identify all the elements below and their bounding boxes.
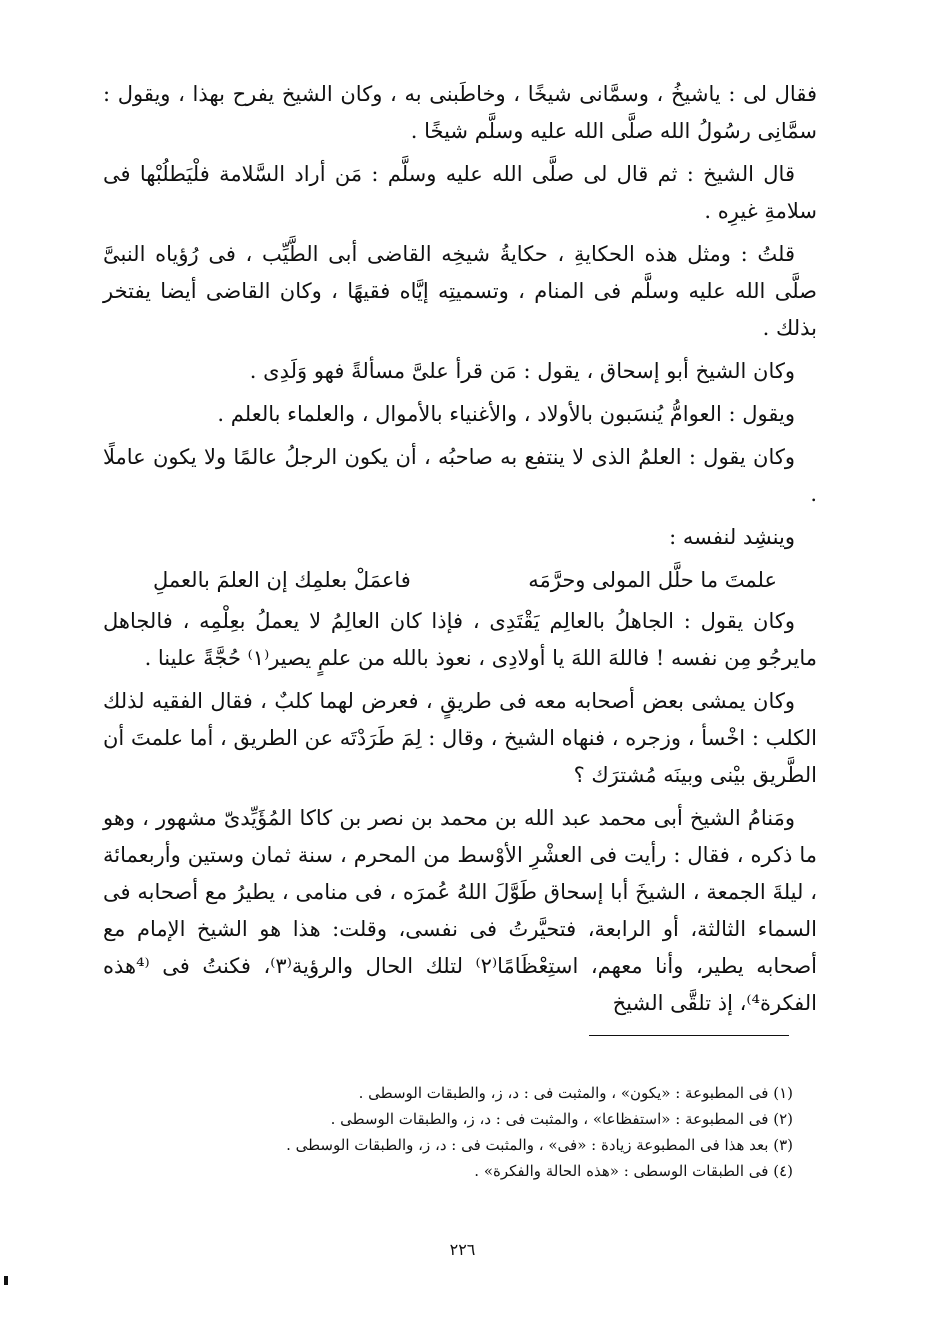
paragraph-5: ويقول : العوامُّ يُنسَبون بالأولاد ، والأغنياء بالأموال ، والعلماء بالعلم .: [217, 402, 795, 426]
paragraph-4: وكان الشيخ أبو إسحاق ، يقول : مَن قرأ علىَّ مسألةً فهو وَلَدِى .: [249, 359, 795, 383]
paragraph-1: فقال لى : ياشيخُ ، وسمَّانى شيخًا ، وخاطَبنى به ، وكان الشيخ يفرح بهذا ، ويقول : سمَّانِى رسُولُ الله صلَّى الله عليه وسلَّم شيخًا .: [103, 82, 817, 143]
paragraph-10: ومَنامُ الشيخ أبى محمد عبد الله بن محمد بن نصر بن كاكا المُؤَيِّدىّ مشهور ، وهو ما ذكره ، فقال : رأيت فى العشْرِ الأوْسط من المحرم ، سنة ثمان وستين وأربعمائة ، ليلةَ الجمعة ، الشيخَ أبا إسحاق طَوَّلَ اللهُ عُمرَه ، فى منامى ، يطيرُ مع أصحابه فى السماء الثالثة، أو الرابعة، فتحيَّرتُ فى نفسى، وقلت: هذا هو الشيخ الإمام مع أصحابه يطير، وأنا معهم، استِعْظَامًا⁽٢⁾ لتلك الحال والرؤية⁽٣⁾، فكنتُ فى ⁽⁴هذه الفكرة⁴⁾، إذ تلقَّى الشيخ: [103, 806, 817, 1015]
footnote-1: (١) فى المطبوعة : «يكون» ، والمثبت فى : د، ز، والطبقات الوسطى .: [358, 1084, 793, 1102]
page-number: ٢٢٦: [449, 1240, 476, 1259]
footnote-2: (٢) فى المطبوعة : «استفظاعا» ، والمثبت فى : د، ز، والطبقات الوسطى .: [330, 1110, 793, 1128]
paragraph-2: قال الشيخ : ثم قال لى صلَّى الله عليه وسلَّم : مَن أراد السَّلامة فلْيَطلُبْها فى سلامةِ غيرِه .: [103, 162, 817, 223]
paragraph-8: وكان يقول : الجاهلُ بالعالِم يَقْتَدِى ، فإذا كان العالِمُ لا يعملُ بعِلْمِه ، فالجاهل مايرجُو مِن نفسه ! فاللهَ اللهَ يا أولادِى ، نعوذ بالله من علمٍ يصير⁽١⁾ حُجَّةً علينا .: [103, 609, 817, 670]
body-text: [103, 76, 817, 1028]
scan-mark: [4, 1276, 8, 1285]
footnotes: [153, 1080, 793, 1184]
paragraph-7: وينشِد لنفسه :: [669, 525, 795, 549]
footnote-3: (٣) بعد هذا فى المطبوعة زيادة : «فى» ، والمثبت فى : د، ز، والطبقات الوسطى .: [286, 1136, 793, 1154]
footnote-divider: [589, 1035, 789, 1036]
footnote-4: (٤) فى الطبقات الوسطى : «هذه الحالة والفكرة» .: [474, 1162, 793, 1180]
paragraph-3: قلتُ : ومثل هذه الحكايةِ ، حكايةُ شيخِه القاضى أبى الطَّيِّب ، فى رُؤياه النبىَّ صلَّى الله عليه وسلَّم فى المنام ، وتسميتِه إيَّاه فقيهًا ، وكان القاضى أيضا يفتخر بذلك .: [103, 242, 817, 340]
paragraph-6: وكان يقول : العلمُ الذى لا ينتفع به صاحبُه ، أن يكون الرجلُ عالمًا ولا يكون عاملًا .: [103, 445, 817, 506]
poetry-verse: [103, 562, 817, 599]
verse-second-hemistich: فاعمَلْ بعلمِك إن العلمَ بالعملِ: [153, 568, 411, 592]
verse-first-hemistich: علمتَ ما حلَّل المولى وحرَّمَه: [528, 568, 777, 592]
paragraph-9: وكان يمشى بعض أصحابه معه فى طريقٍ ، فعرض لهما كلبٌ ، فقال الفقيه لذلك الكلب : اخْسأ ، وزجره ، فنهاه الشيخ ، وقال : لِمَ طَرَدْتَه عن الطريق ، أما علمتَ أن الطَّريق بيْنى وبينَه مُشترَك ؟: [103, 689, 817, 787]
